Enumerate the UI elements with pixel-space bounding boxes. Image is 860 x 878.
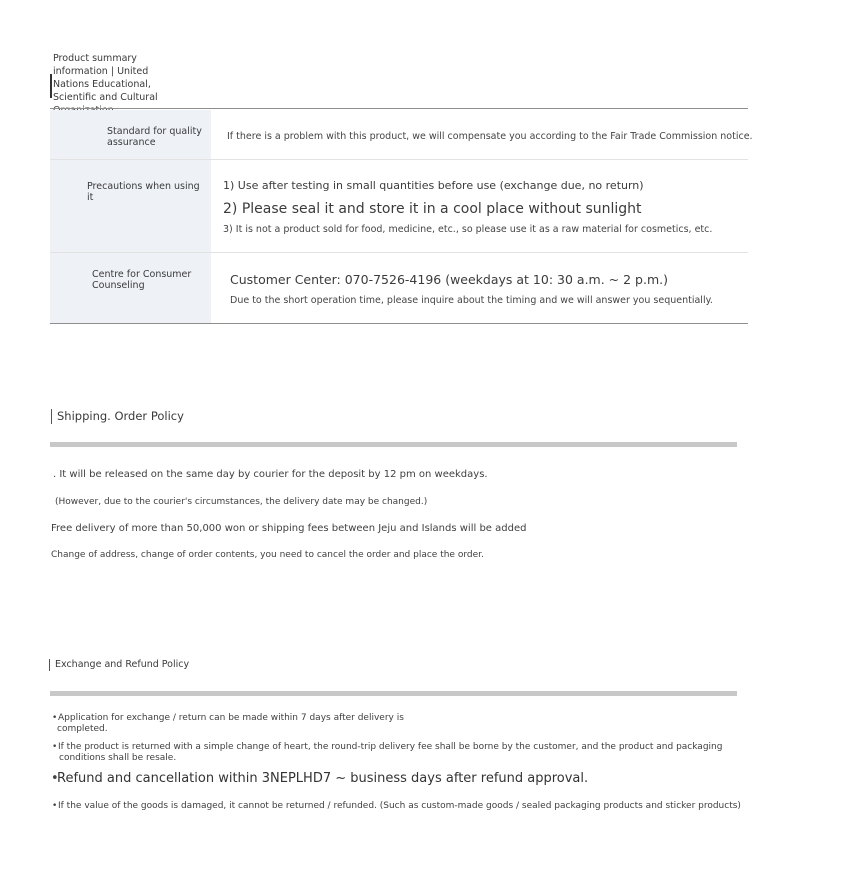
refund-section-rule (50, 691, 737, 696)
shipping-section-rule (50, 442, 737, 447)
bullet-icon: • (52, 742, 58, 752)
precaution-line-1: 1) Use after testing in small quantities before use (exchange due, no return) (223, 179, 644, 192)
customer-center-line: Customer Center: 070-7526-4196 (weekdays at 10: 30 a.m. ~ 2 p.m.) (230, 272, 668, 287)
table-label-cell (50, 160, 211, 252)
shipping-section-title: Shipping. Order Policy (51, 409, 184, 424)
precaution-line-3: 3) It is not a product sold for food, medicine, etc., so please use it as a raw material for cosmetics, etc. (223, 224, 713, 235)
precaution-line-2: 2) Please seal it and store it in a cool place without sunlight (223, 201, 642, 217)
consumer-counseling-label: Centre for Consumer Counseling (92, 269, 192, 291)
refund-section-title: Exchange and Refund Policy (49, 659, 189, 671)
refund-item-3: •Refund and cancellation within 3NEPLHD7 ~ business days after refund approval. (51, 771, 589, 786)
precautions-label: Precautions when using it (87, 181, 200, 203)
shipping-line-3: Free delivery of more than 50,000 won or shipping fees between Jeju and Islands will be added (51, 523, 527, 534)
bullet-icon: • (52, 801, 58, 811)
product-summary-title: Product summary information | United Nations Educational, Scientific and Cultural (50, 52, 160, 117)
bullet-icon: • (51, 771, 59, 786)
quality-assurance-label: Standard for quality assurance (107, 126, 202, 148)
bullet-icon: • (52, 713, 58, 723)
refund-item-1: •Application for exchange / return can be made within 7 days after delivery is completed. (52, 713, 404, 734)
refund-item-2: •If the product is returned with a simple change of heart, the round-trip delivery fee shall be borne by the customer, and the product and packaging conditions shall be resale. (52, 742, 723, 763)
shipping-line-2: (However, due to the courier's circumstances, the delivery date may be changed.) (55, 497, 428, 507)
refund-item-4: •If the value of the goods is damaged, it cannot be returned / refunded. (Such as custom-made goods / sealed packaging products and sticker products) (52, 801, 741, 811)
shipping-line-1: . It will be released on the same day by courier for the deposit by 12 pm on weekdays. (53, 469, 488, 480)
summary-divider (50, 108, 748, 109)
counseling-note: Due to the short operation time, please inquire about the timing and we will answer you sequentially. (230, 295, 713, 306)
shipping-line-4: Change of address, change of order contents, you need to cancel the order and place the order. (51, 550, 484, 560)
table-bottom-rule (50, 323, 748, 324)
quality-assurance-value: If there is a problem with this product, we will compensate you according to the Fair Trade Commission notice. (227, 131, 753, 142)
title-marker (50, 74, 52, 98)
